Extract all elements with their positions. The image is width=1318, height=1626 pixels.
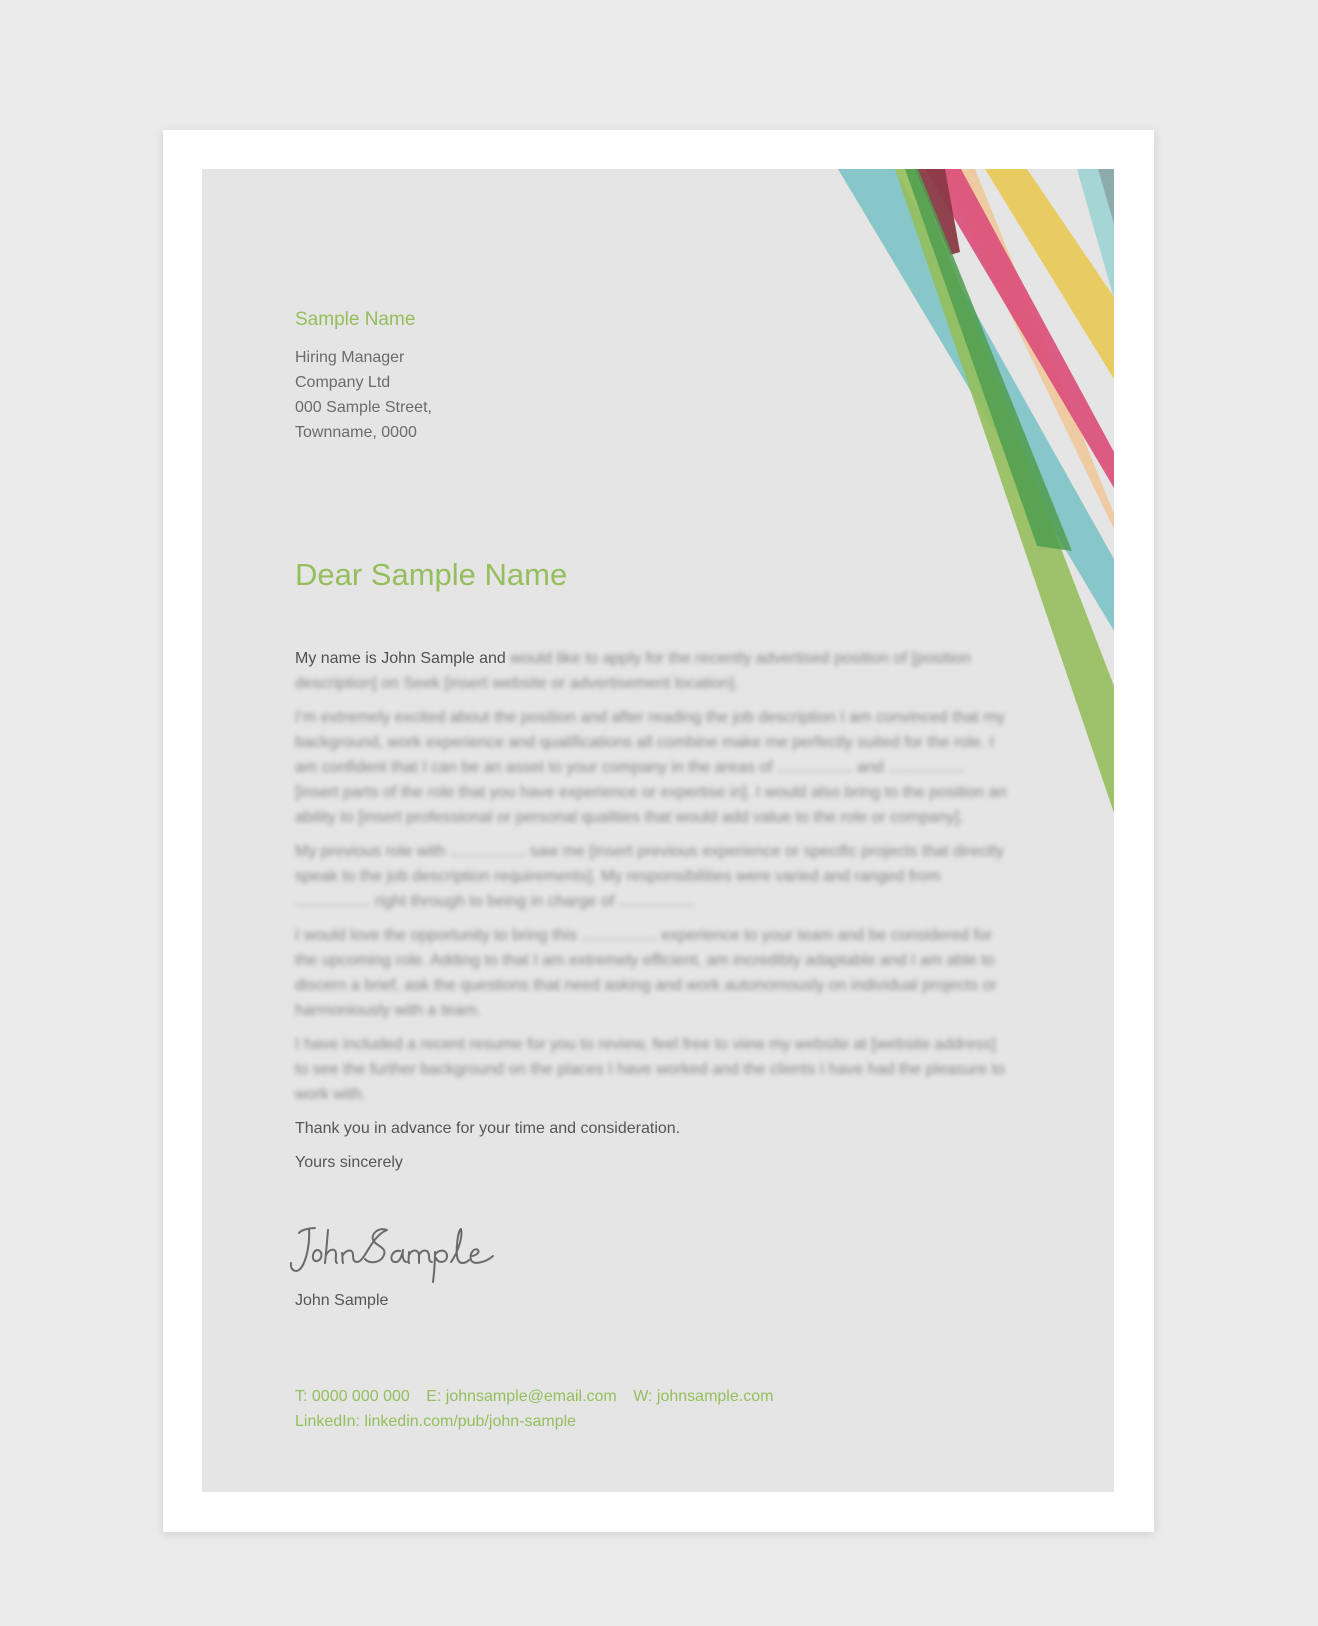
thanks-line: Thank you in advance for your time and consideration. (295, 1120, 681, 1137)
recipient-line: Company Ltd (295, 374, 391, 391)
contact-email[interactable]: E: johnsample@email.com (426, 1388, 617, 1405)
contact-website[interactable]: W: johnsample.com (633, 1388, 774, 1405)
letter-frame (163, 130, 1154, 1532)
recipient-line: Townname, 0000 (295, 424, 417, 441)
body-paragraph: My previous role with ................. saw me [insert previous experience or specific projects that directly speak to the job description requirements]. My responsibilities were varied and ranged from ................. right through to being in charge of ................. (295, 843, 1004, 910)
closing (295, 1116, 1011, 1175)
letter-page (202, 169, 1114, 1492)
body-paragraph: I have included a recent resume for you to review, feel free to view my website at [website address] to see the further background on the places I have worked and the clients I have had the pleasure to work with. (295, 1036, 1005, 1103)
body-paragraph: I’m extremely excited about the position and after reading the job description I am convinced that my background, work experience and qualifications all combine make me perfectly suited for the role. I am confident that I can be an asset to your company in the areas of ................. and ................. [insert parts of the role that you have experience or expertise in]. I would also bring to the position an ability to [insert professional or personal qualities that would add value to the role or company]. (295, 709, 1007, 826)
intro-blurred-text: would like to apply for the recently advertised position of [position description] on Seek [insert website or advertisement location]. (295, 650, 971, 692)
body-paragraph: I would love the opportunity to bring this ................. experience to your team and be considered for the upcoming role. Adding to that I am extremely efficient, am incredibly adaptable and I am able to discern a brief, ask the questions that need asking and work autonomously on individual projects or harmoniously with a team. (295, 927, 997, 1019)
recipient-line: 000 Sample Street, (295, 399, 432, 416)
contact-phone: T: 0000 000 000 (295, 1388, 410, 1405)
contact-details (295, 1384, 785, 1434)
recipient-line: Hiring Manager (295, 349, 405, 366)
intro-visible-text: My name is John Sample and (295, 650, 506, 667)
intro-paragraph (295, 646, 1011, 696)
signed-name: John Sample (295, 1292, 389, 1309)
letter-body (295, 646, 1011, 1184)
handwritten-signature (287, 1222, 502, 1284)
recipient-address (295, 345, 432, 445)
contact-line (295, 1384, 785, 1409)
greeting: Dear Sample Name (295, 557, 568, 592)
sender-name: Sample Name (295, 309, 416, 330)
signoff-line: Yours sincerely (295, 1154, 403, 1171)
contact-linkedin[interactable]: LinkedIn: linkedin.com/pub/john-sample (295, 1413, 577, 1430)
